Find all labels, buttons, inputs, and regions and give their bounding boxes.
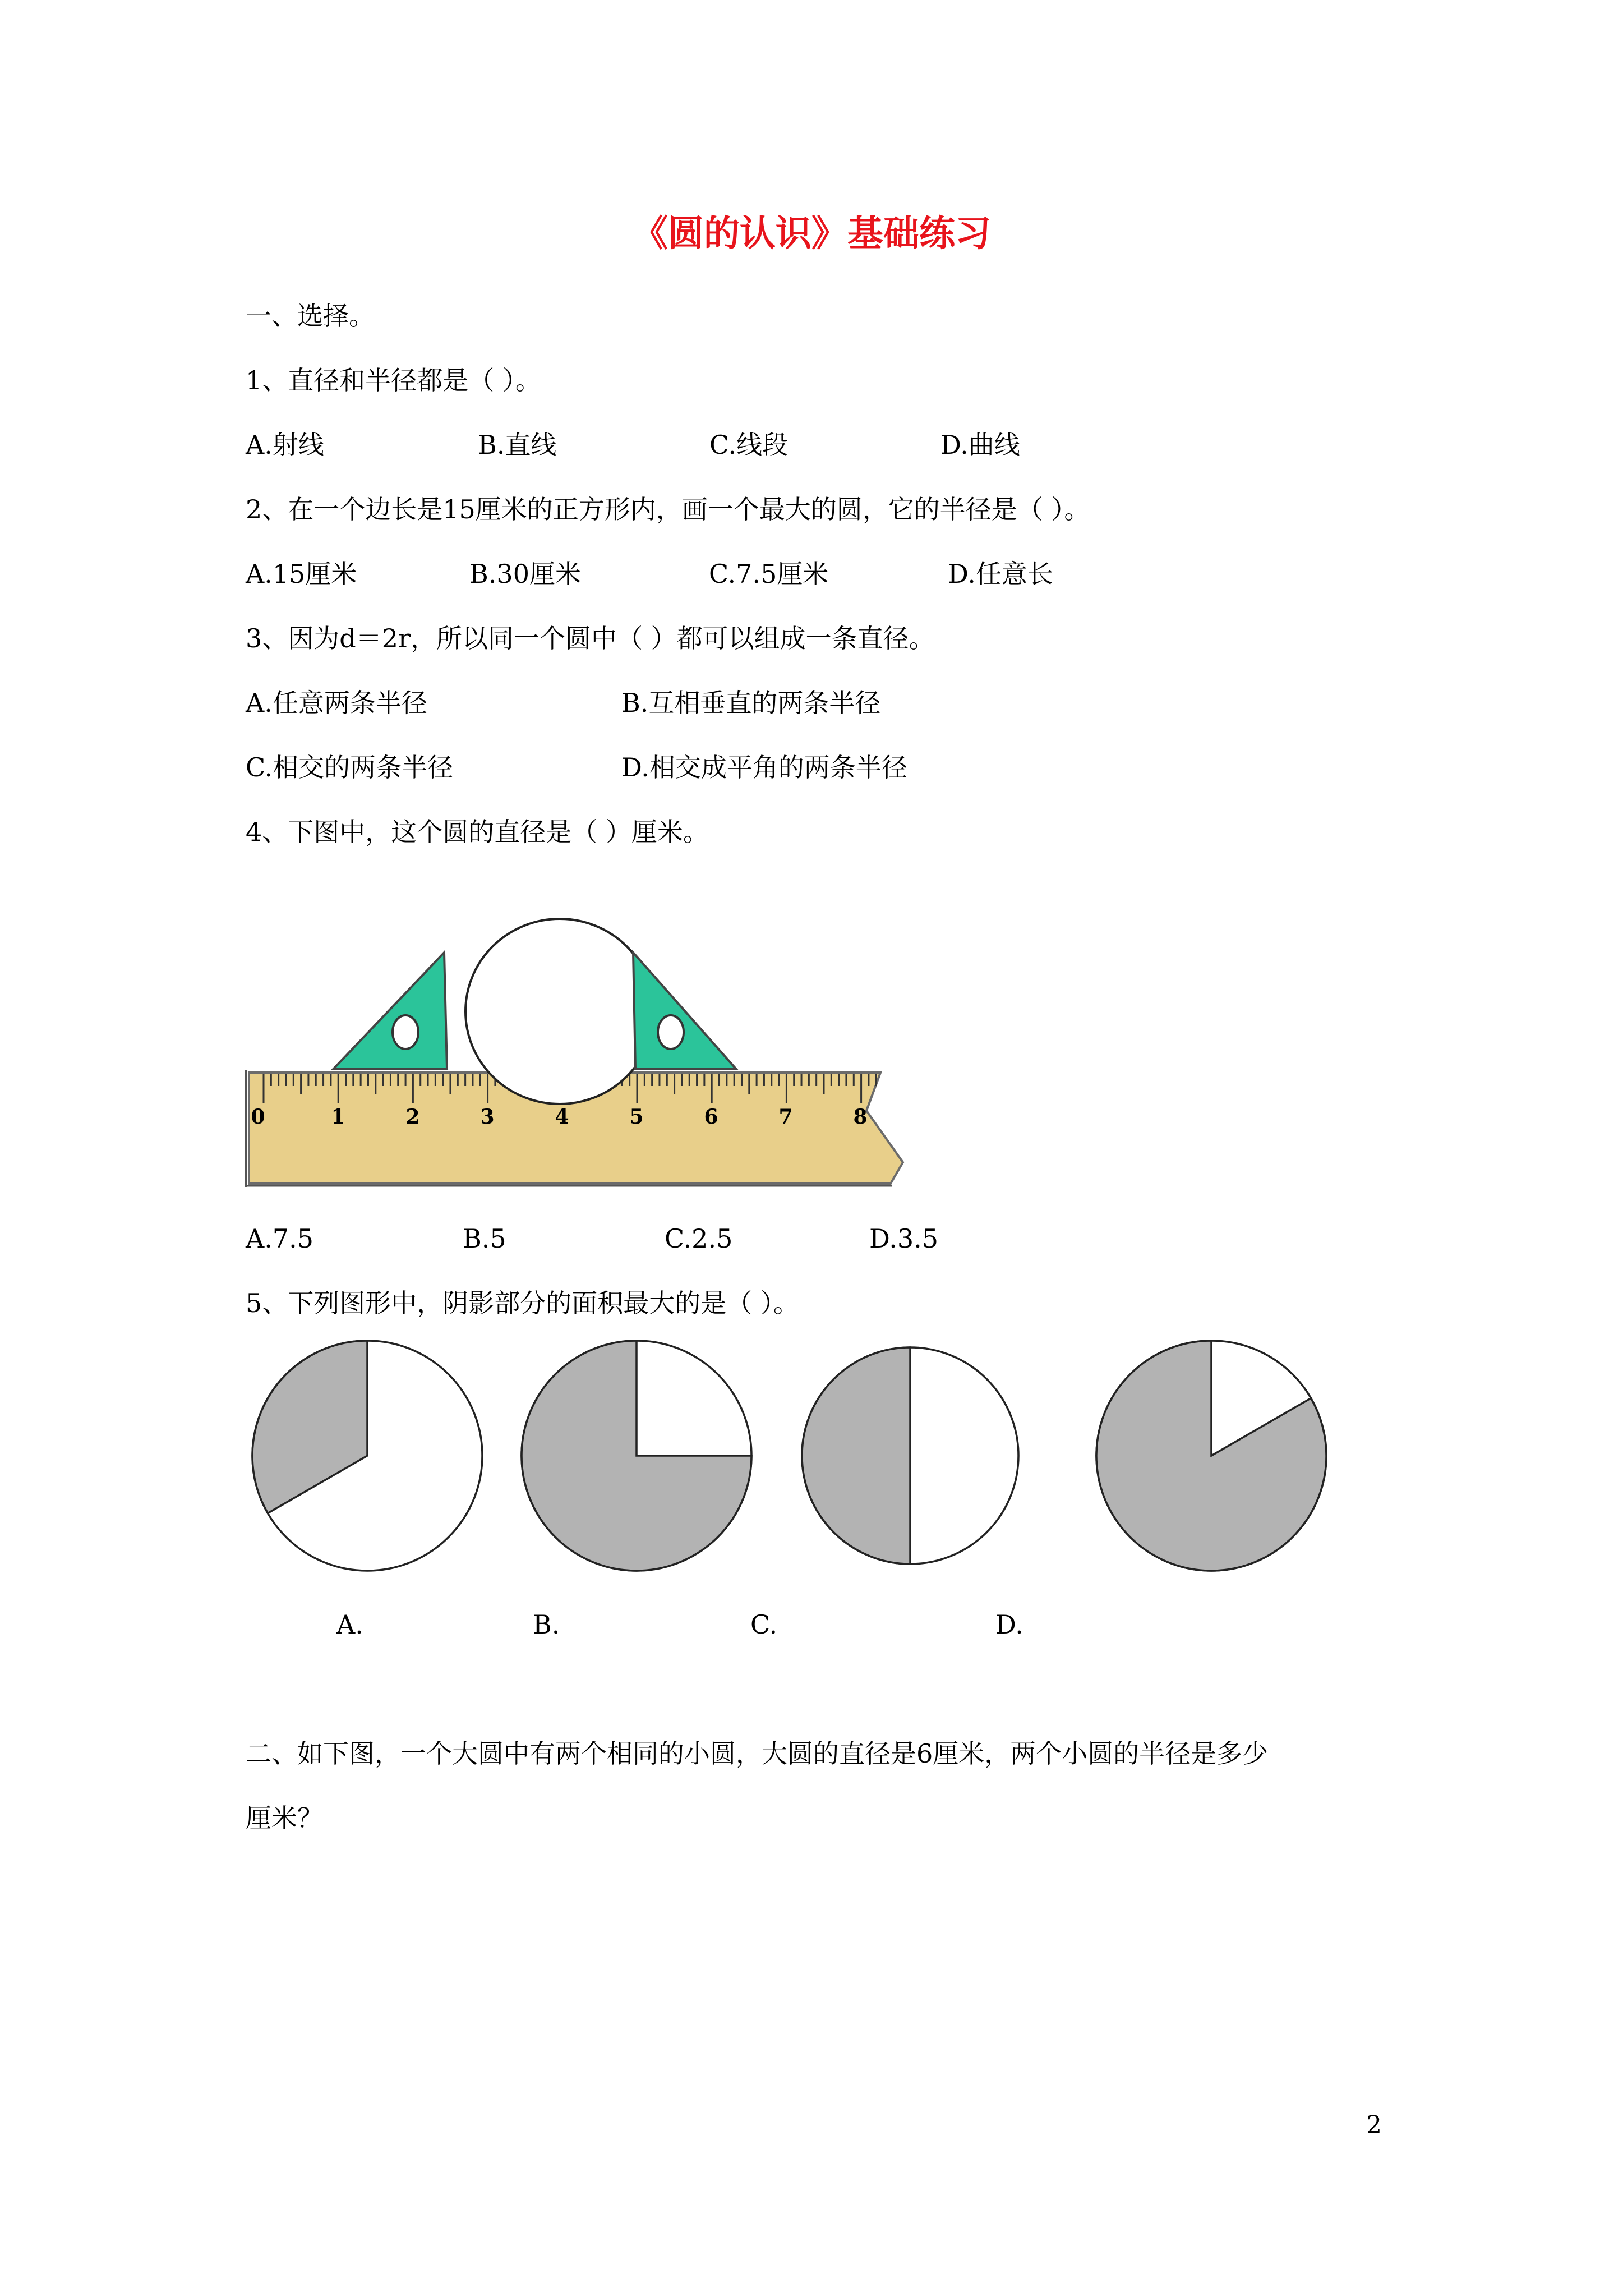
right-set-square — [633, 953, 736, 1069]
section2-line2: 厘米？ — [246, 1803, 323, 1833]
q4-option-c: C.2.5 — [665, 1223, 733, 1254]
ruler-label-6: 6 — [704, 1105, 718, 1129]
q5-stem: 5、下列图形中，阴影部分的面积最大的是（ ）。 — [246, 1288, 799, 1318]
ruler-label-8: 8 — [853, 1105, 868, 1129]
q5-label-d: D. — [995, 1609, 1023, 1640]
q1-option-a: A.射线 — [246, 430, 324, 460]
measured-circle — [465, 919, 654, 1104]
q2-option-a: A.15厘米 — [246, 559, 357, 589]
ruler-figure — [241, 898, 931, 1200]
q5-label-a: A. — [336, 1609, 363, 1640]
ruler-label-0: 0 — [251, 1105, 265, 1129]
q3-option-a: A.任意两条半径 — [246, 688, 427, 718]
ruler-label-1: 1 — [331, 1105, 345, 1129]
right-set-square-hole — [658, 1015, 684, 1049]
ruler-label-3: 3 — [480, 1105, 495, 1129]
section2-line1: 二、如下图，一个大圆中有两个相同的小圆，大圆的直径是6厘米，两个小圆的半径是多少 — [246, 1738, 1269, 1769]
q1-option-c: C.线段 — [709, 430, 789, 460]
page-title: 《圆的认识》基础练习 — [632, 213, 991, 255]
q5-label-b: B. — [533, 1609, 560, 1640]
q1-stem: 1、直径和半径都是（ ）。 — [246, 365, 541, 395]
q3-option-c: C.相交的两条半径 — [246, 752, 454, 783]
q5-label-c: C. — [750, 1609, 778, 1640]
circle-a — [252, 1341, 482, 1571]
left-set-square — [334, 953, 447, 1069]
q4-option-d: D.3.5 — [869, 1223, 939, 1254]
q3-stem: 3、因为d＝2r，所以同一个圆中（ ）都可以组成一条直径。 — [246, 623, 935, 654]
q2-option-b: B.30厘米 — [469, 559, 581, 589]
section1-heading: 一、选择。 — [246, 301, 375, 331]
ruler-label-7: 7 — [778, 1105, 793, 1129]
q4-option-b: B.5 — [463, 1223, 506, 1254]
ruler-label-2: 2 — [405, 1105, 420, 1129]
shaded-circles-figure — [247, 1341, 1346, 1593]
q3-option-d: D.相交成平角的两条半径 — [621, 752, 907, 783]
q2-option-d: D.任意长 — [948, 559, 1053, 589]
ruler-label-5: 5 — [629, 1105, 644, 1129]
page-number: 2 — [1366, 2111, 1382, 2139]
q4-option-a: A.7.5 — [246, 1223, 313, 1254]
q2-stem: 2、在一个边长是15厘米的正方形内，画一个最大的圆，它的半径是（ ）。 — [246, 494, 1090, 524]
circle-b — [522, 1341, 751, 1571]
q1-option-d: D.曲线 — [940, 430, 1020, 460]
q2-option-c: C.7.5厘米 — [709, 559, 829, 589]
q4-stem: 4、下图中，这个圆的直径是（ ）厘米。 — [246, 817, 709, 847]
circle-d — [1096, 1341, 1326, 1571]
circle-c — [802, 1347, 1018, 1564]
q3-option-b: B.互相垂直的两条半径 — [621, 688, 881, 718]
left-set-square-hole — [393, 1015, 418, 1049]
q1-option-b: B.直线 — [478, 430, 557, 460]
ruler-label-4: 4 — [555, 1105, 569, 1129]
